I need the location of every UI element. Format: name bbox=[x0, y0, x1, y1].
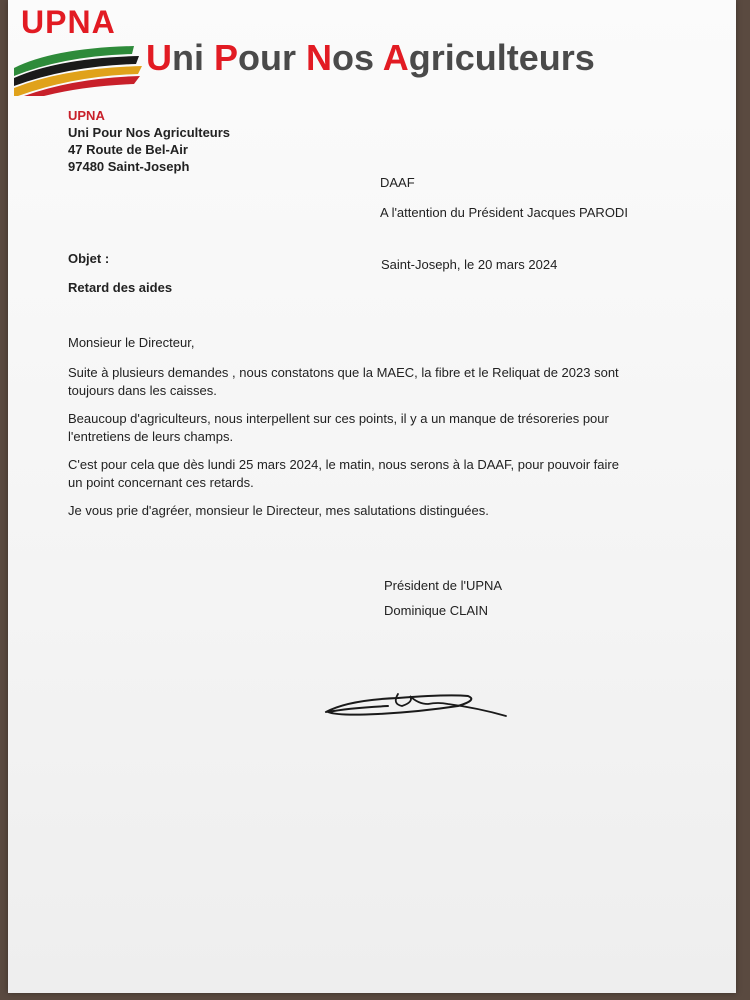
body-paragraph: C'est pour cela que dès lundi 25 mars 2024, le matin, nous serons à la DAAF, pour pouvoir faire un point concernant ces retards. bbox=[68, 457, 619, 490]
sender-address bbox=[68, 107, 230, 175]
logo-title-letter: N bbox=[306, 37, 333, 78]
logo-wordmark: UPNA bbox=[21, 4, 116, 40]
logo-title-part: ni bbox=[172, 37, 214, 78]
recipient-attention: A l'attention du Président Jacques PARODI bbox=[380, 205, 628, 220]
logo-stripes-icon bbox=[14, 38, 144, 96]
logo-title-part: our bbox=[238, 37, 307, 78]
logo-title-part: griculteurs bbox=[408, 37, 595, 78]
letter-page bbox=[8, 0, 736, 993]
logo-title bbox=[146, 37, 595, 78]
recipient-org: DAAF bbox=[380, 175, 415, 190]
sender-street: 47 Route de Bel-Air bbox=[68, 142, 188, 157]
sender-org-name: Uni Pour Nos Agriculteurs bbox=[68, 125, 231, 140]
logo-title-part: os bbox=[332, 37, 383, 78]
letter-body bbox=[68, 334, 628, 530]
logo-title-letter: P bbox=[214, 37, 239, 78]
body-paragraph: Beaucoup d'agriculteurs, nous interpellent sur ces points, il y a un manque de trésoreries pour l'entretiens de leurs champs. bbox=[68, 411, 609, 444]
salutation: Monsieur le Directeur, bbox=[68, 335, 195, 350]
recipient-block bbox=[380, 175, 628, 235]
body-paragraph: Je vous prie d'agréer, monsieur le Directeur, mes salutations distinguées. bbox=[68, 503, 489, 518]
date-line: Saint-Joseph, le 20 mars 2024 bbox=[381, 257, 558, 272]
closing-block bbox=[384, 578, 502, 628]
sender-city: 97480 Saint-Joseph bbox=[68, 159, 190, 174]
body-paragraph: Suite à plusieurs demandes , nous constatons que la MAEC, la fibre et le Reliquat de 2023 sont toujours dans les caisses. bbox=[68, 365, 619, 398]
logo-title-letter: U bbox=[146, 37, 172, 78]
logo-title-letter: A bbox=[382, 37, 409, 78]
closing-name: Dominique CLAIN bbox=[384, 603, 489, 618]
sender-org-short: UPNA bbox=[68, 108, 105, 123]
signature-icon bbox=[318, 682, 518, 727]
subject-text: Retard des aides bbox=[68, 280, 173, 295]
subject-label: Objet : bbox=[68, 251, 110, 266]
closing-role: Président de l'UPNA bbox=[384, 578, 503, 593]
